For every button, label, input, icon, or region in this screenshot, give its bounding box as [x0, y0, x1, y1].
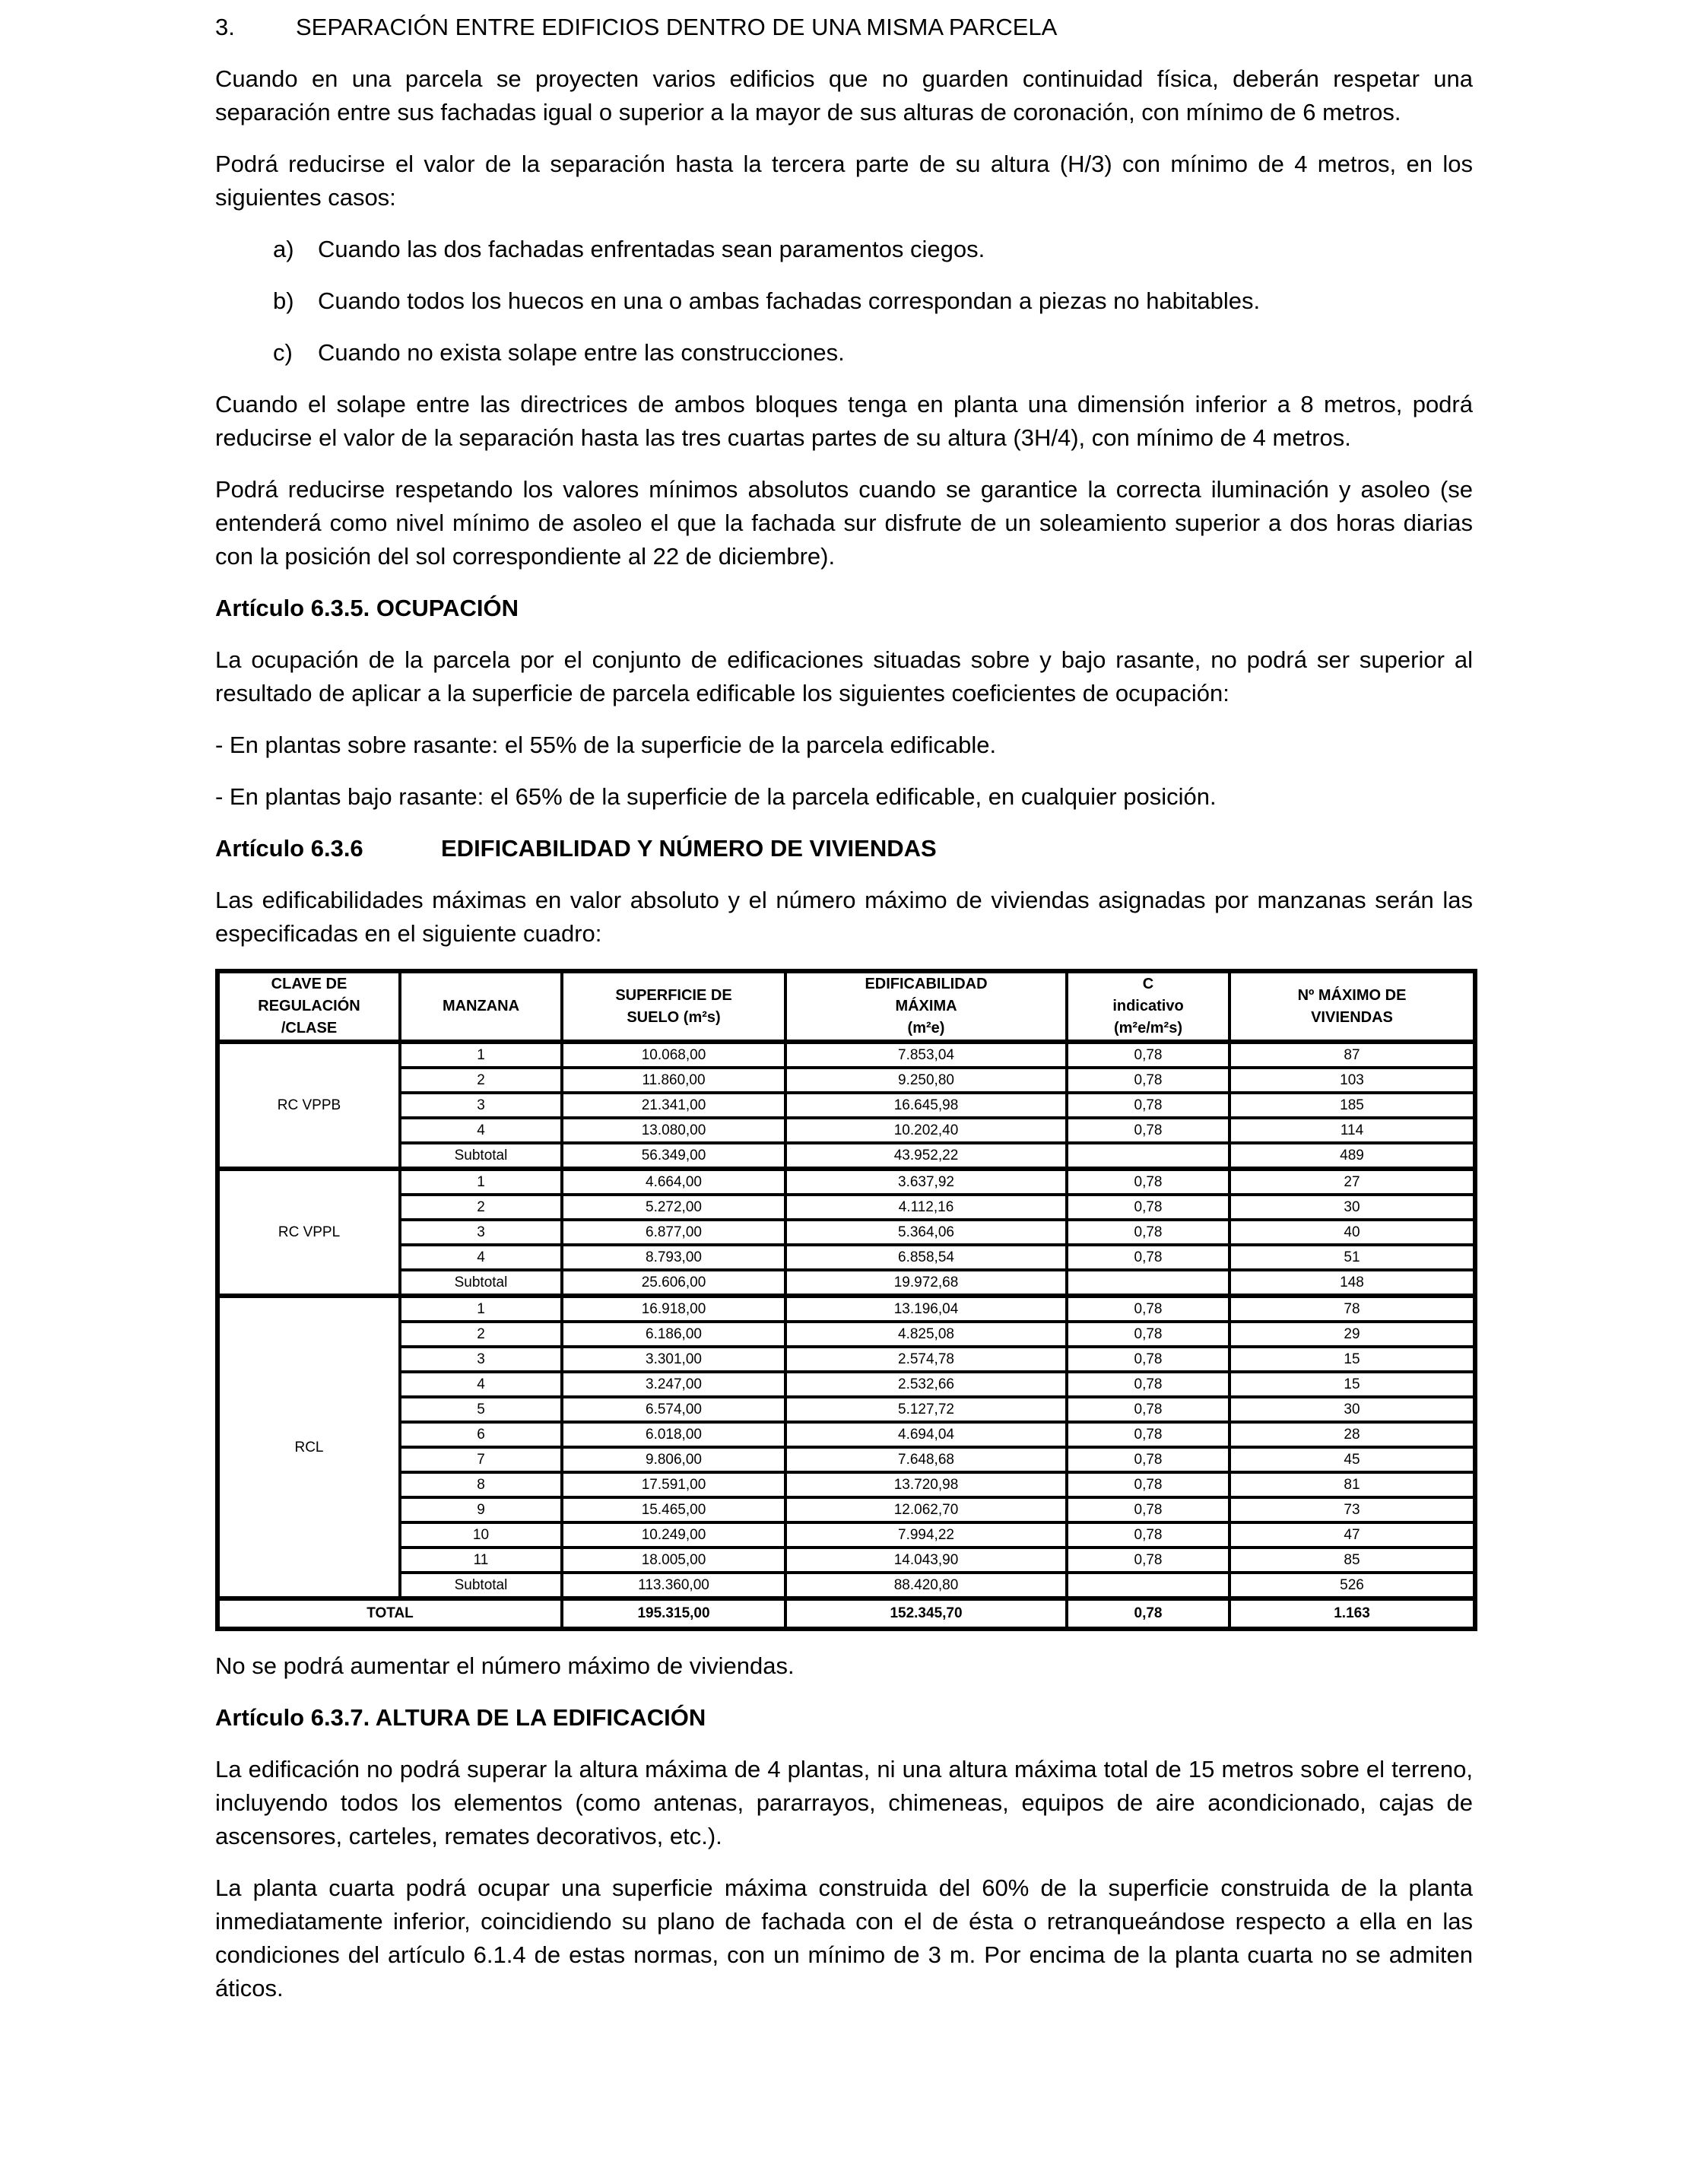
- manzana-cell: 1: [400, 1296, 562, 1322]
- edificabilidad-cell: 19.972,68: [785, 1270, 1067, 1296]
- viviendas-cell: 30: [1230, 1397, 1475, 1422]
- subtotal-row: [217, 1270, 1475, 1296]
- group-label-cell: RC VPPL: [217, 1169, 400, 1296]
- table-header-row: [217, 971, 1475, 1042]
- list-marker: b): [273, 287, 294, 314]
- header-edificabilidad: EDIFICABILIDAD MÁXIMA (m²e): [785, 971, 1067, 1042]
- article-636-heading: [215, 832, 1473, 865]
- paragraph: Cuando el solape entre las directrices de ambos bloques tenga en planta una dimensión inferior a 8 metros, podrá reducirse el valor de la separación hasta las tres cuartas partes de su altura (3H/4), con mínimo de 4 metros.: [215, 391, 1473, 451]
- table-row: [217, 1447, 1475, 1472]
- superficie-cell: 113.360,00: [562, 1573, 785, 1598]
- viviendas-cell: 148: [1230, 1270, 1475, 1296]
- superficie-cell: 17.591,00: [562, 1472, 785, 1497]
- edificabilidad-cell: 14.043,90: [785, 1548, 1067, 1573]
- paragraph: Podrá reducirse el valor de la separación hasta la tercera parte de su altura (H/3) con mínimo de 4 metros, en los siguientes casos:: [215, 151, 1473, 211]
- superficie-cell: 4.664,00: [562, 1169, 785, 1195]
- viviendas-cell: 28: [1230, 1422, 1475, 1447]
- list-text: Cuando las dos fachadas enfrentadas sean paramentos ciegos.: [318, 236, 985, 262]
- c-indicativo-cell: 0,78: [1067, 1548, 1230, 1573]
- manzana-cell: 3: [400, 1220, 562, 1245]
- edificabilidad-cell: 2.532,66: [785, 1372, 1067, 1397]
- manzana-cell: 1: [400, 1042, 562, 1068]
- superficie-cell: 25.606,00: [562, 1270, 785, 1296]
- c-indicativo-cell: 0,78: [1067, 1322, 1230, 1347]
- edificabilidad-cell: 3.637,92: [785, 1169, 1067, 1195]
- c-indicativo-cell: 0,78: [1067, 1497, 1230, 1522]
- superficie-cell: 10.249,00: [562, 1522, 785, 1548]
- viviendas-cell: 73: [1230, 1497, 1475, 1522]
- subtotal-row: [217, 1143, 1475, 1169]
- c-indicativo-cell: [1067, 1573, 1230, 1598]
- manzana-cell: 1: [400, 1169, 562, 1195]
- edificabilidad-cell: 4.112,16: [785, 1195, 1067, 1220]
- c-indicativo-cell: 0,78: [1067, 1042, 1230, 1068]
- superficie-cell: 6.186,00: [562, 1322, 785, 1347]
- c-indicativo-cell: 0,78: [1067, 1397, 1230, 1422]
- superficie-cell: 15.465,00: [562, 1497, 785, 1522]
- table-row: [217, 1347, 1475, 1372]
- table-row: [217, 1169, 1475, 1195]
- viviendas-cell: 114: [1230, 1118, 1475, 1143]
- article-636-title: EDIFICABILIDAD Y NÚMERO DE VIVIENDAS: [441, 835, 937, 862]
- edificabilidad-cell: 13.196,04: [785, 1296, 1067, 1322]
- c-indicativo-cell: 0,78: [1067, 1372, 1230, 1397]
- table-row: [217, 1093, 1475, 1118]
- c-indicativo-cell: 0,78: [1067, 1169, 1230, 1195]
- manzana-cell: 4: [400, 1372, 562, 1397]
- c-indicativo-cell: 0,78: [1067, 1068, 1230, 1093]
- table-row: [217, 1372, 1475, 1397]
- paragraph: Podrá reducirse respetando los valores mínimos absolutos cuando se garantice la correcta iluminación y asoleo (se entenderá como nivel mínimo de asoleo el que la fachada sur disfrute de un soleamiento superior a dos horas diarias con la posición del sol correspondiente al 22 de diciembre).: [215, 476, 1473, 570]
- superficie-cell: 195.315,00: [562, 1598, 785, 1629]
- section-title: SEPARACIÓN ENTRE EDIFICIOS DENTRO DE UNA MISMA PARCELA: [296, 14, 1058, 40]
- table-row: [217, 1220, 1475, 1245]
- table-row: [217, 1548, 1475, 1573]
- viviendas-cell: 15: [1230, 1372, 1475, 1397]
- viviendas-cell: 526: [1230, 1573, 1475, 1598]
- paragraph: Las edificabilidades máximas en valor absoluto y el número máximo de viviendas asignadas por manzanas serán las especificadas en el siguiente cuadro:: [215, 887, 1473, 947]
- superficie-cell: 5.272,00: [562, 1195, 785, 1220]
- edificabilidad-cell: 13.720,98: [785, 1472, 1067, 1497]
- c-indicativo-cell: 0,78: [1067, 1347, 1230, 1372]
- viviendas-cell: 15: [1230, 1347, 1475, 1372]
- viviendas-cell: 45: [1230, 1447, 1475, 1472]
- edificabilidad-cell: 7.648,68: [785, 1447, 1067, 1472]
- c-indicativo-cell: 0,78: [1067, 1472, 1230, 1497]
- article-635-heading: Artículo 6.3.5. OCUPACIÓN: [215, 595, 519, 621]
- edificabilidad-cell: 2.574,78: [785, 1347, 1067, 1372]
- article-637-heading: Artículo 6.3.7. ALTURA DE LA EDIFICACIÓN: [215, 1704, 706, 1731]
- viviendas-cell: 81: [1230, 1472, 1475, 1497]
- subtotal-row: [217, 1573, 1475, 1598]
- manzana-cell: Subtotal: [400, 1143, 562, 1169]
- c-indicativo-cell: 0,78: [1067, 1118, 1230, 1143]
- table-row: [217, 1042, 1475, 1068]
- table-row: [217, 1397, 1475, 1422]
- table-row: [217, 1118, 1475, 1143]
- manzana-cell: 2: [400, 1068, 562, 1093]
- manzana-cell: 9: [400, 1497, 562, 1522]
- table-row: [217, 1422, 1475, 1447]
- edificabilidad-cell: 6.858,54: [785, 1245, 1067, 1270]
- manzana-cell: 2: [400, 1322, 562, 1347]
- c-indicativo-cell: [1067, 1143, 1230, 1169]
- viviendas-cell: 103: [1230, 1068, 1475, 1093]
- c-indicativo-cell: 0,78: [1067, 1296, 1230, 1322]
- viviendas-cell: 40: [1230, 1220, 1475, 1245]
- manzana-cell: 6: [400, 1422, 562, 1447]
- viviendas-cell: 85: [1230, 1548, 1475, 1573]
- c-indicativo-cell: 0,78: [1067, 1422, 1230, 1447]
- paragraph: La planta cuarta podrá ocupar una superficie máxima construida del 60% de la superficie construida de la planta inmediatamente inferior, coincidiendo su plano de fachada con el de ésta o retranqueándose respecto a ella en las condiciones del artículo 6.1.4 de estas normas, con un mínimo de 3 m. Por encima de la planta cuarta no se admiten áticos.: [215, 1874, 1473, 2001]
- table-row: [217, 1322, 1475, 1347]
- superficie-cell: 8.793,00: [562, 1245, 785, 1270]
- superficie-cell: 9.806,00: [562, 1447, 785, 1472]
- manzana-cell: 3: [400, 1093, 562, 1118]
- edificabilidad-table: [215, 969, 1477, 1631]
- manzana-cell: 4: [400, 1245, 562, 1270]
- edificabilidad-cell: 4.825,08: [785, 1322, 1067, 1347]
- manzana-cell: 3: [400, 1347, 562, 1372]
- superficie-cell: 16.918,00: [562, 1296, 785, 1322]
- edificabilidad-cell: 5.364,06: [785, 1220, 1067, 1245]
- list-item: [215, 336, 1473, 370]
- superficie-cell: 18.005,00: [562, 1548, 785, 1573]
- header-superficie: SUPERFICIE DE SUELO (m²s): [562, 971, 785, 1042]
- superficie-cell: 3.301,00: [562, 1347, 785, 1372]
- table-row: [217, 1245, 1475, 1270]
- manzana-cell: Subtotal: [400, 1573, 562, 1598]
- edificabilidad-cell: 7.853,04: [785, 1042, 1067, 1068]
- table-row: [217, 1497, 1475, 1522]
- list-item: [215, 233, 1473, 266]
- viviendas-cell: 51: [1230, 1245, 1475, 1270]
- table-row: [217, 1296, 1475, 1322]
- superficie-cell: 21.341,00: [562, 1093, 785, 1118]
- manzana-cell: 10: [400, 1522, 562, 1548]
- viviendas-cell: 29: [1230, 1322, 1475, 1347]
- viviendas-cell: 87: [1230, 1042, 1475, 1068]
- viviendas-cell: 30: [1230, 1195, 1475, 1220]
- viviendas-cell: 185: [1230, 1093, 1475, 1118]
- list-marker: a): [273, 236, 294, 262]
- edificabilidad-cell: 10.202,40: [785, 1118, 1067, 1143]
- superficie-cell: 10.068,00: [562, 1042, 785, 1068]
- manzana-cell: 4: [400, 1118, 562, 1143]
- table-row: [217, 1472, 1475, 1497]
- paragraph: Cuando en una parcela se proyecten varios edificios que no guarden continuidad física, deberán respetar una separación entre sus fachadas igual o superior a la mayor de sus alturas de coronación, con mínimo de 6 metros.: [215, 65, 1473, 125]
- c-indicativo-cell: 0,78: [1067, 1598, 1230, 1629]
- superficie-cell: 6.877,00: [562, 1220, 785, 1245]
- manzana-cell: 11: [400, 1548, 562, 1573]
- c-indicativo-cell: 0,78: [1067, 1245, 1230, 1270]
- header-viviendas: Nº MÁXIMO DE VIVIENDAS: [1230, 971, 1475, 1042]
- list-text: Cuando no exista solape entre las construcciones.: [318, 339, 845, 366]
- viviendas-cell: 27: [1230, 1169, 1475, 1195]
- section-number: 3.: [215, 14, 235, 40]
- manzana-cell: 8: [400, 1472, 562, 1497]
- edificabilidad-cell: 43.952,22: [785, 1143, 1067, 1169]
- superficie-cell: 13.080,00: [562, 1118, 785, 1143]
- c-indicativo-cell: [1067, 1270, 1230, 1296]
- article-636-number: Artículo 6.3.6: [215, 835, 363, 862]
- edificabilidad-cell: 4.694,04: [785, 1422, 1067, 1447]
- c-indicativo-cell: 0,78: [1067, 1093, 1230, 1118]
- viviendas-cell: 489: [1230, 1143, 1475, 1169]
- total-row: [217, 1598, 1475, 1629]
- edificabilidad-cell: 7.994,22: [785, 1522, 1067, 1548]
- edificabilidad-cell: 152.345,70: [785, 1598, 1067, 1629]
- superficie-cell: 3.247,00: [562, 1372, 785, 1397]
- edificabilidad-cell: 9.250,80: [785, 1068, 1067, 1093]
- list-marker: c): [273, 339, 293, 366]
- paragraph: La edificación no podrá superar la altura máxima de 4 plantas, ni una altura máxima total de 15 metros sobre el terreno, incluyendo todos los elementos (como antenas, pararrayos, chimeneas, equipos de aire acondicionado, cajas de ascensores, carteles, remates decorativos, etc.).: [215, 1756, 1473, 1849]
- manzana-cell: 5: [400, 1397, 562, 1422]
- superficie-cell: 56.349,00: [562, 1143, 785, 1169]
- superficie-cell: 6.574,00: [562, 1397, 785, 1422]
- manzana-cell: 7: [400, 1447, 562, 1472]
- manzana-cell: Subtotal: [400, 1270, 562, 1296]
- table-row: [217, 1068, 1475, 1093]
- table-row: [217, 1195, 1475, 1220]
- list-text: Cuando todos los huecos en una o ambas fachadas correspondan a piezas no habitables.: [318, 287, 1261, 314]
- group-label-cell: RCL: [217, 1296, 400, 1598]
- c-indicativo-cell: 0,78: [1067, 1522, 1230, 1548]
- c-indicativo-cell: 0,78: [1067, 1195, 1230, 1220]
- header-manzana: MANZANA: [400, 971, 562, 1042]
- section-heading: [215, 11, 1473, 44]
- dash-item: - En plantas sobre rasante: el 55% de la superficie de la parcela edificable.: [215, 732, 997, 758]
- c-indicativo-cell: 0,78: [1067, 1447, 1230, 1472]
- paragraph: La ocupación de la parcela por el conjunto de edificaciones situadas sobre y bajo rasante, no podrá ser superior al resultado de aplicar a la superficie de parcela edificable los siguientes coeficientes de ocupación:: [215, 646, 1473, 706]
- edificabilidad-cell: 5.127,72: [785, 1397, 1067, 1422]
- superficie-cell: 6.018,00: [562, 1422, 785, 1447]
- dash-item: - En plantas bajo rasante: el 65% de la superficie de la parcela edificable, en cualquier posición.: [215, 783, 1217, 810]
- superficie-cell: 11.860,00: [562, 1068, 785, 1093]
- viviendas-cell: 78: [1230, 1296, 1475, 1322]
- header-clave: CLAVE DE REGULACIÓN /CLASE: [217, 971, 400, 1042]
- edificabilidad-cell: 12.062,70: [785, 1497, 1067, 1522]
- manzana-cell: 2: [400, 1195, 562, 1220]
- paragraph: No se podrá aumentar el número máximo de viviendas.: [215, 1652, 795, 1679]
- edificabilidad-cell: 88.420,80: [785, 1573, 1067, 1598]
- total-label-cell: TOTAL: [217, 1598, 562, 1629]
- viviendas-cell: 1.163: [1230, 1598, 1475, 1629]
- group-label-cell: RC VPPB: [217, 1042, 400, 1169]
- list-item: [215, 284, 1473, 318]
- edificabilidad-cell: 16.645,98: [785, 1093, 1067, 1118]
- header-c-indicativo: C indicativo (m²e/m²s): [1067, 971, 1230, 1042]
- viviendas-cell: 47: [1230, 1522, 1475, 1548]
- c-indicativo-cell: 0,78: [1067, 1220, 1230, 1245]
- table-row: [217, 1522, 1475, 1548]
